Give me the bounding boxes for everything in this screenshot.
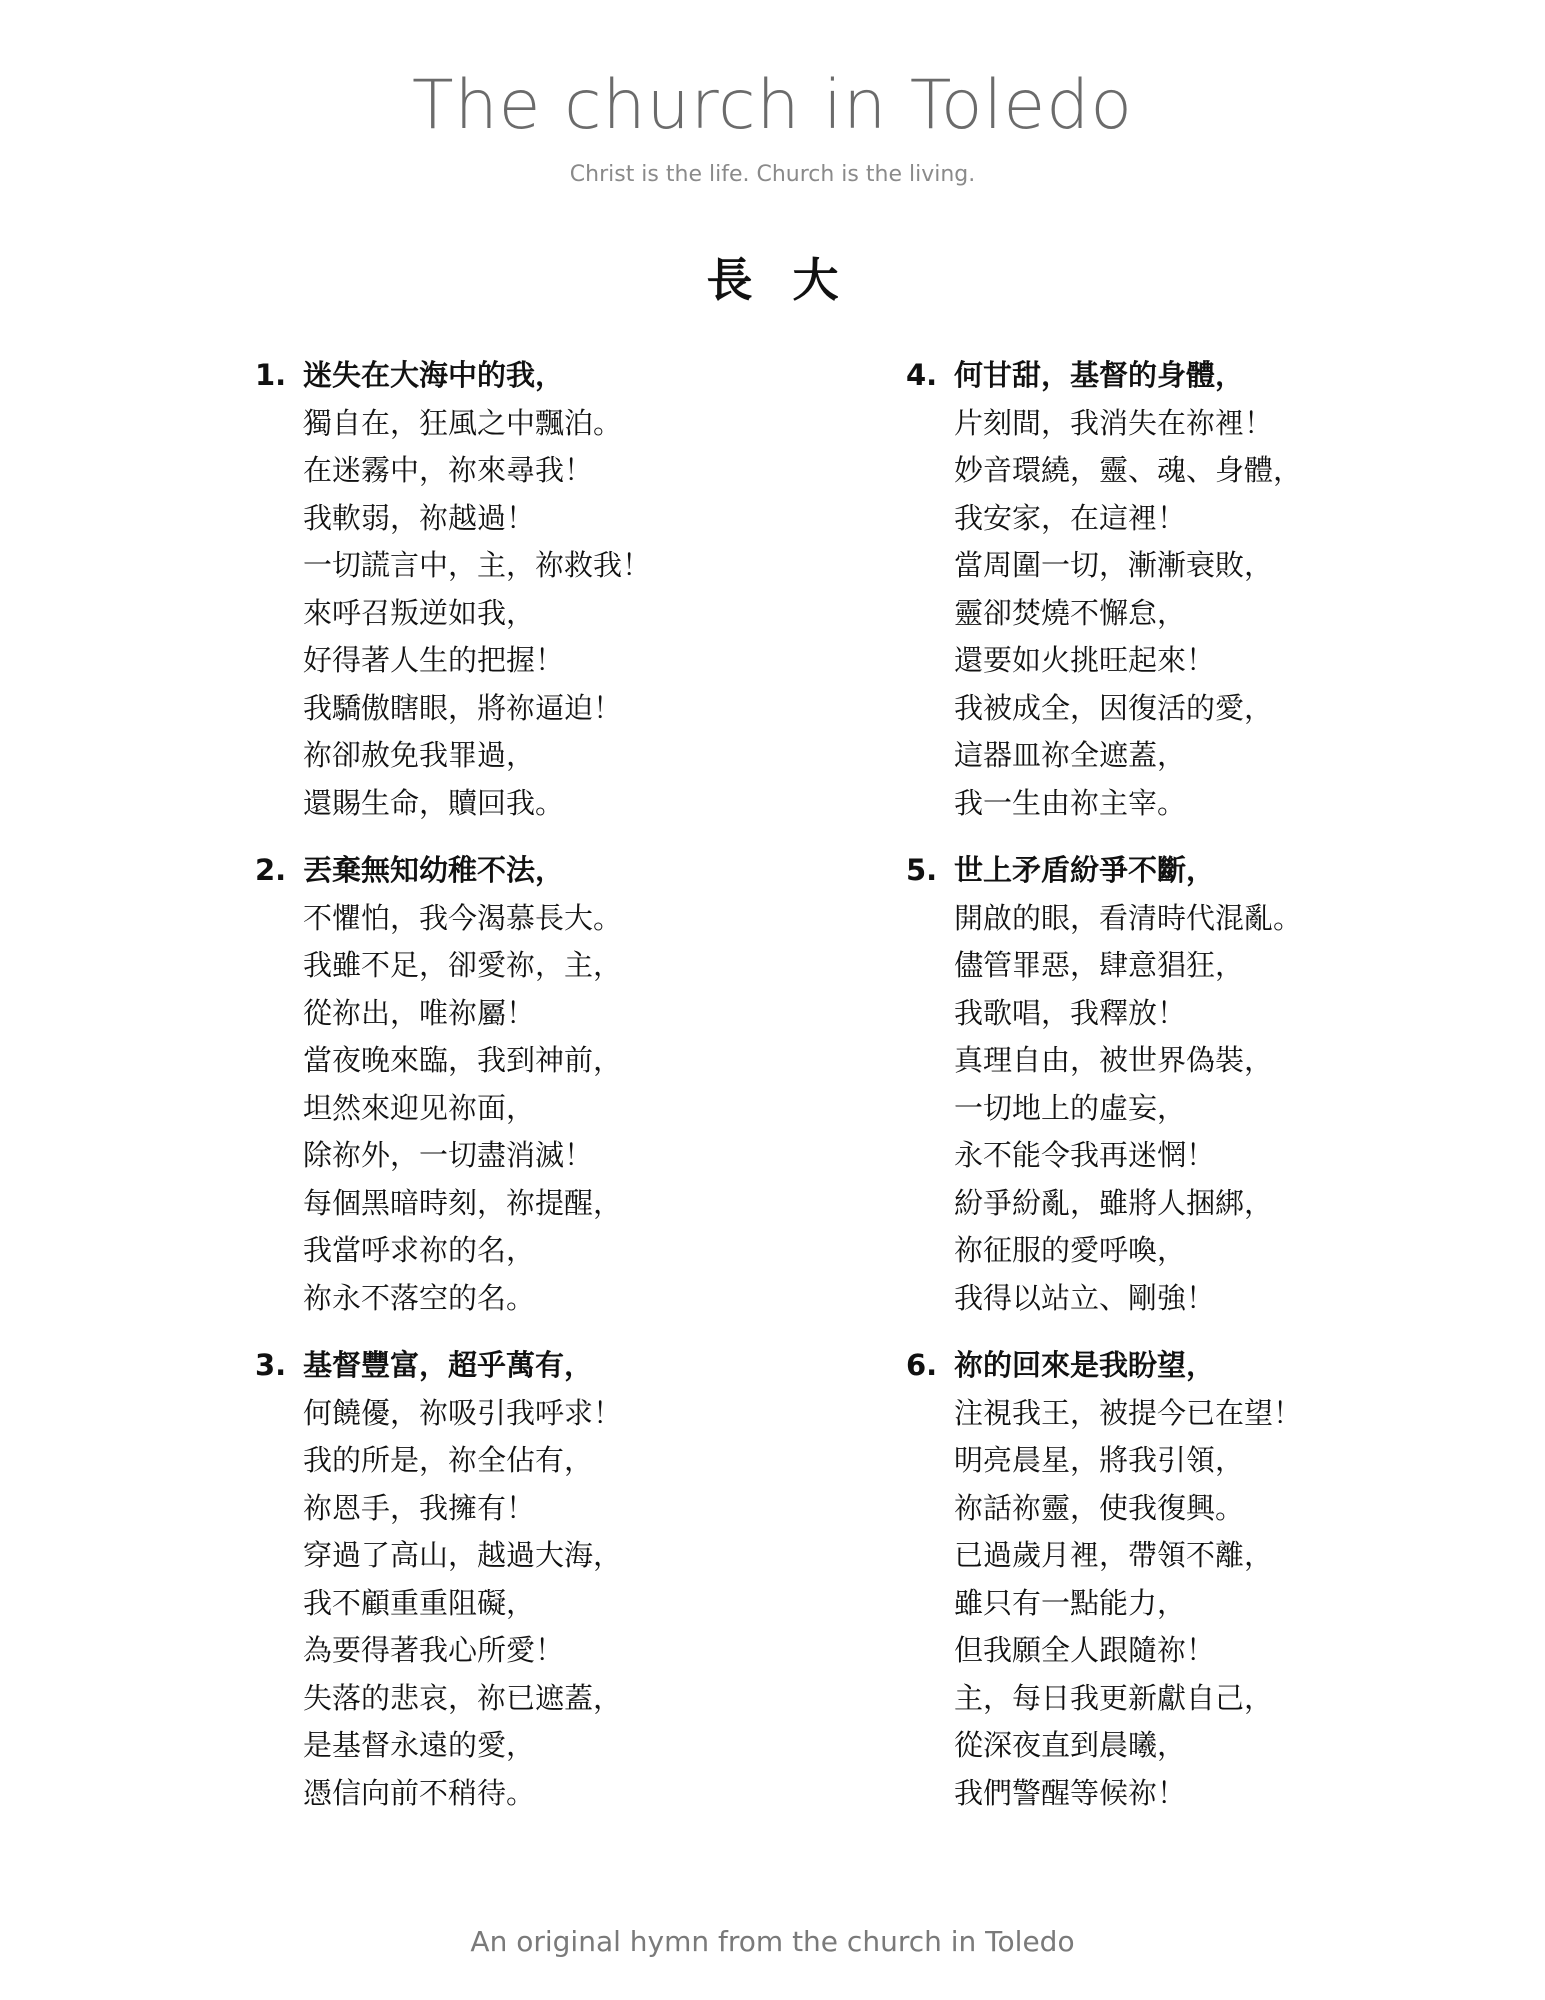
verse-line: 從深夜直到晨曦， — [954, 1728, 1187, 1762]
verse-line: 坦然來迎见祢面， — [303, 1090, 536, 1125]
verse-line: 何饒優，祢吸引我呼求！ — [303, 1395, 623, 1430]
verse-4 — [906, 352, 1466, 827]
verse-number: 2. — [255, 853, 287, 887]
page-subtitle: Christ is the life. Church is the living. — [569, 162, 976, 187]
verse-line: 祢卻赦免我罪過， — [303, 738, 536, 772]
verse-line: 主，每日我更新獻自己， — [954, 1680, 1274, 1715]
verse-line: 一切地上的虛妄， — [954, 1090, 1187, 1125]
verse-line: 來呼召叛逆如我， — [303, 595, 536, 630]
verse-line: 我被成全，因復活的愛， — [954, 690, 1274, 725]
verse-line: 獨自在，狂風之中飄泊。 — [303, 405, 623, 440]
left-column — [255, 352, 815, 1837]
verse-line: 我驕傲瞎眼，將祢逼迫！ — [303, 690, 623, 725]
page-footer: An original hymn from the church in Toledo — [470, 1925, 1075, 1958]
verse-line: 基督豐富，超乎萬有， — [303, 1348, 594, 1382]
verse-line: 祢話祢靈，使我復興。 — [954, 1490, 1245, 1525]
verse-line: 開啟的眼，看清時代混亂。 — [954, 900, 1303, 935]
verse-line: 但我願全人跟隨祢！ — [954, 1633, 1216, 1667]
verse-line: 祢征服的愛呼喚， — [954, 1233, 1187, 1267]
verse-line: 靈卻焚燒不懈怠， — [954, 595, 1187, 630]
verse-line: 片刻間，我消失在祢裡！ — [954, 405, 1274, 440]
verse-line: 我軟弱，祢越過！ — [303, 500, 536, 535]
verse-line: 紛爭紛亂，雖將人捆綁， — [954, 1185, 1274, 1220]
verse-number: 3. — [255, 1348, 287, 1382]
verse-line: 明亮晨星，將我引領， — [954, 1443, 1245, 1477]
verse-line: 已過歲月裡，帶領不離， — [954, 1538, 1274, 1572]
verse-line: 不懼怕，我今渴慕長大。 — [303, 900, 623, 935]
verse-line: 我安家，在這裡！ — [954, 500, 1187, 535]
right-column — [906, 352, 1466, 1837]
verse-line: 丟棄無知幼稚不法， — [303, 853, 565, 887]
verse-6 — [906, 1342, 1466, 1817]
verse-line: 從祢出，唯祢屬！ — [303, 995, 536, 1030]
verse-line: 我的所是，祢全佔有， — [303, 1443, 594, 1477]
verse-line: 妙音環繞，靈、魂、身體， — [954, 453, 1303, 487]
verse-line: 憑信向前不稍待。 — [303, 1775, 536, 1810]
verse-line: 我一生由祢主宰。 — [954, 785, 1187, 820]
verse-line: 注視我王，被提今已在望！ — [954, 1395, 1303, 1430]
verse-line: 還賜生命，贖回我。 — [303, 785, 565, 820]
verse-line: 一切謊言中，主，祢救我！ — [303, 548, 652, 582]
verse-number: 1. — [255, 358, 287, 392]
verse-number: 4. — [906, 358, 938, 392]
verse-3 — [255, 1342, 815, 1817]
verse-line: 為要得著我心所愛！ — [303, 1633, 565, 1667]
verse-line: 我不顧重重阻礙， — [303, 1585, 536, 1620]
verse-5 — [906, 847, 1466, 1322]
verse-line: 我們警醒等候祢！ — [954, 1775, 1187, 1810]
verse-line: 每個黑暗時刻，祢提醒， — [303, 1185, 623, 1220]
verse-line: 當夜晚來臨，我到神前， — [303, 1043, 623, 1077]
verse-line: 祢恩手，我擁有！ — [303, 1490, 536, 1525]
verse-line: 祢永不落空的名。 — [303, 1280, 536, 1315]
verse-line: 失落的悲哀，祢已遮蓋， — [303, 1680, 623, 1715]
verse-line: 我得以站立、剛強！ — [954, 1280, 1216, 1315]
verse-number: 5. — [906, 853, 938, 887]
verse-line: 儘管罪惡，肆意猖狂， — [954, 948, 1245, 982]
verse-line: 永不能令我再迷惘！ — [954, 1138, 1216, 1172]
verse-line: 還要如火挑旺起來！ — [954, 643, 1216, 677]
verse-line: 這器皿祢全遮蓋， — [954, 738, 1187, 772]
verse-line: 真理自由，被世界偽裝， — [954, 1043, 1274, 1077]
verse-1 — [255, 352, 815, 827]
verse-line: 迷失在大海中的我， — [303, 358, 565, 392]
verse-line: 穿過了高山，越過大海， — [303, 1538, 623, 1572]
verse-line: 當周圍一切，漸漸衰敗， — [954, 548, 1274, 582]
verse-2 — [255, 847, 815, 1322]
verse-line: 雖只有一點能力， — [954, 1585, 1187, 1620]
verse-line: 何甘甜，基督的身體， — [954, 358, 1245, 392]
verse-line: 除祢外，一切盡消滅！ — [303, 1138, 594, 1172]
verse-number: 6. — [906, 1348, 938, 1382]
verse-line: 好得著人生的把握！ — [303, 643, 565, 677]
verse-line: 我當呼求祢的名， — [303, 1233, 536, 1267]
page-title: The church in Toledo — [412, 66, 1133, 145]
hymn-title: 長大 — [706, 253, 879, 307]
verse-line: 祢的回來是我盼望， — [954, 1348, 1216, 1382]
verse-line: 是基督永遠的愛， — [303, 1728, 536, 1762]
verse-line: 我雖不足，卻愛祢，主， — [303, 948, 623, 982]
verse-line: 世上矛盾紛爭不斷， — [954, 853, 1216, 887]
verse-line: 我歌唱，我釋放！ — [954, 995, 1187, 1030]
verse-line: 在迷霧中，祢來尋我！ — [303, 453, 594, 487]
